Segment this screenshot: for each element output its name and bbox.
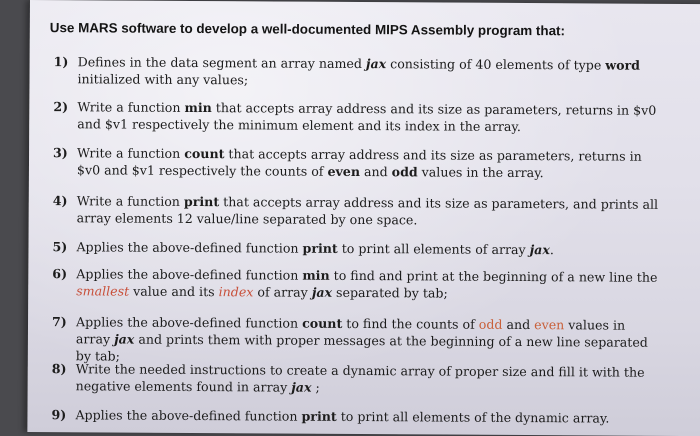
task-item-7	[51, 313, 661, 368]
function-name: min	[184, 99, 212, 116]
task-text: initialized with any values;	[77, 71, 249, 88]
array-name: jax	[291, 379, 312, 395]
task-number: 7)	[51, 314, 67, 330]
task-text: consisting of 40 elements of type	[386, 56, 606, 73]
function-name: count	[302, 315, 343, 331]
task-number: 2)	[53, 99, 69, 115]
function-name: print	[301, 408, 337, 424]
assignment-title: Use MARS software to develop a well-documented MIPS Assembly program that:	[49, 20, 566, 39]
task-item-4	[52, 192, 662, 230]
task-text: and prints them with proper messages at the beginning of a new line separated by tab;	[75, 331, 648, 364]
task-number: 3)	[53, 145, 68, 161]
task-item-3	[53, 144, 662, 182]
function-name: print	[302, 240, 338, 256]
task-number: 4)	[52, 193, 68, 209]
task-text: Write a function	[77, 99, 185, 115]
task-text: and	[502, 316, 535, 333]
task-text: Applies the above-defined function	[76, 266, 303, 283]
task-item-8	[51, 360, 661, 398]
task-text: to print all elements of array	[337, 240, 530, 258]
task-text: that accepts array address and its size as parameters, returns in $v0 and $v1 respectively the minimum element and its index in the array.	[77, 100, 657, 135]
task-text: values in the array.	[417, 164, 544, 181]
task-text: to find the counts of	[342, 315, 479, 332]
function-name: min	[302, 267, 330, 283]
task-text: Applies the above-defined function	[76, 239, 303, 256]
task-text: to print all elements of the dynamic array.	[336, 408, 610, 426]
task-text: of array	[253, 284, 312, 300]
paper-sheet	[27, 0, 700, 436]
keyword-odd: odd	[391, 164, 418, 180]
array-name: jax	[311, 284, 333, 300]
task-text: ;	[311, 379, 320, 395]
task-item-2	[53, 98, 662, 136]
type-name: word	[605, 57, 641, 73]
task-text: Write a function	[77, 145, 185, 161]
task-item-1	[53, 53, 662, 91]
task-item-9	[51, 406, 660, 427]
task-text: value and its	[129, 283, 219, 300]
keyword-smallest: smallest	[76, 283, 130, 299]
array-name: jax	[529, 242, 550, 258]
task-number: 1)	[53, 54, 69, 70]
keyword-index: index	[218, 284, 254, 300]
task-text: values in array	[75, 317, 626, 347]
task-text: .	[549, 242, 554, 258]
task-text: and	[359, 164, 392, 180]
task-text: Write the needed instructions to create a dynamic array of proper size and fill it with the negative elements found in array	[75, 361, 645, 395]
task-text: that accepts array address and its size as parameters, and prints all array elements 12 value/line separated by one space.	[76, 194, 659, 228]
task-text: Applies the above-defined function	[75, 314, 303, 331]
function-name: count	[184, 145, 225, 162]
task-number: 6)	[52, 266, 68, 282]
task-text: Write a function	[76, 193, 185, 209]
task-number: 8)	[51, 361, 67, 377]
task-text: separated by tab;	[332, 284, 448, 301]
task-text: Applies the above-defined function	[75, 407, 302, 424]
task-text: to find and print at the beginning of a new line the	[329, 267, 658, 285]
task-item-6	[52, 265, 661, 303]
keyword-odd: odd	[478, 316, 503, 332]
keyword-even: even	[534, 317, 565, 333]
array-name: jax	[114, 331, 135, 347]
task-text: that accepts array address and its size as parameters, returns in $v0 and $v1 respectively the counts of	[76, 146, 642, 179]
task-item-5	[52, 238, 661, 259]
task-text: Defines in the data segment an array named	[77, 54, 366, 72]
function-name: print	[183, 193, 220, 210]
keyword-even: even	[327, 163, 361, 180]
task-number: 5)	[52, 239, 68, 255]
task-number: 9)	[51, 407, 67, 423]
array-name: jax	[365, 56, 387, 72]
